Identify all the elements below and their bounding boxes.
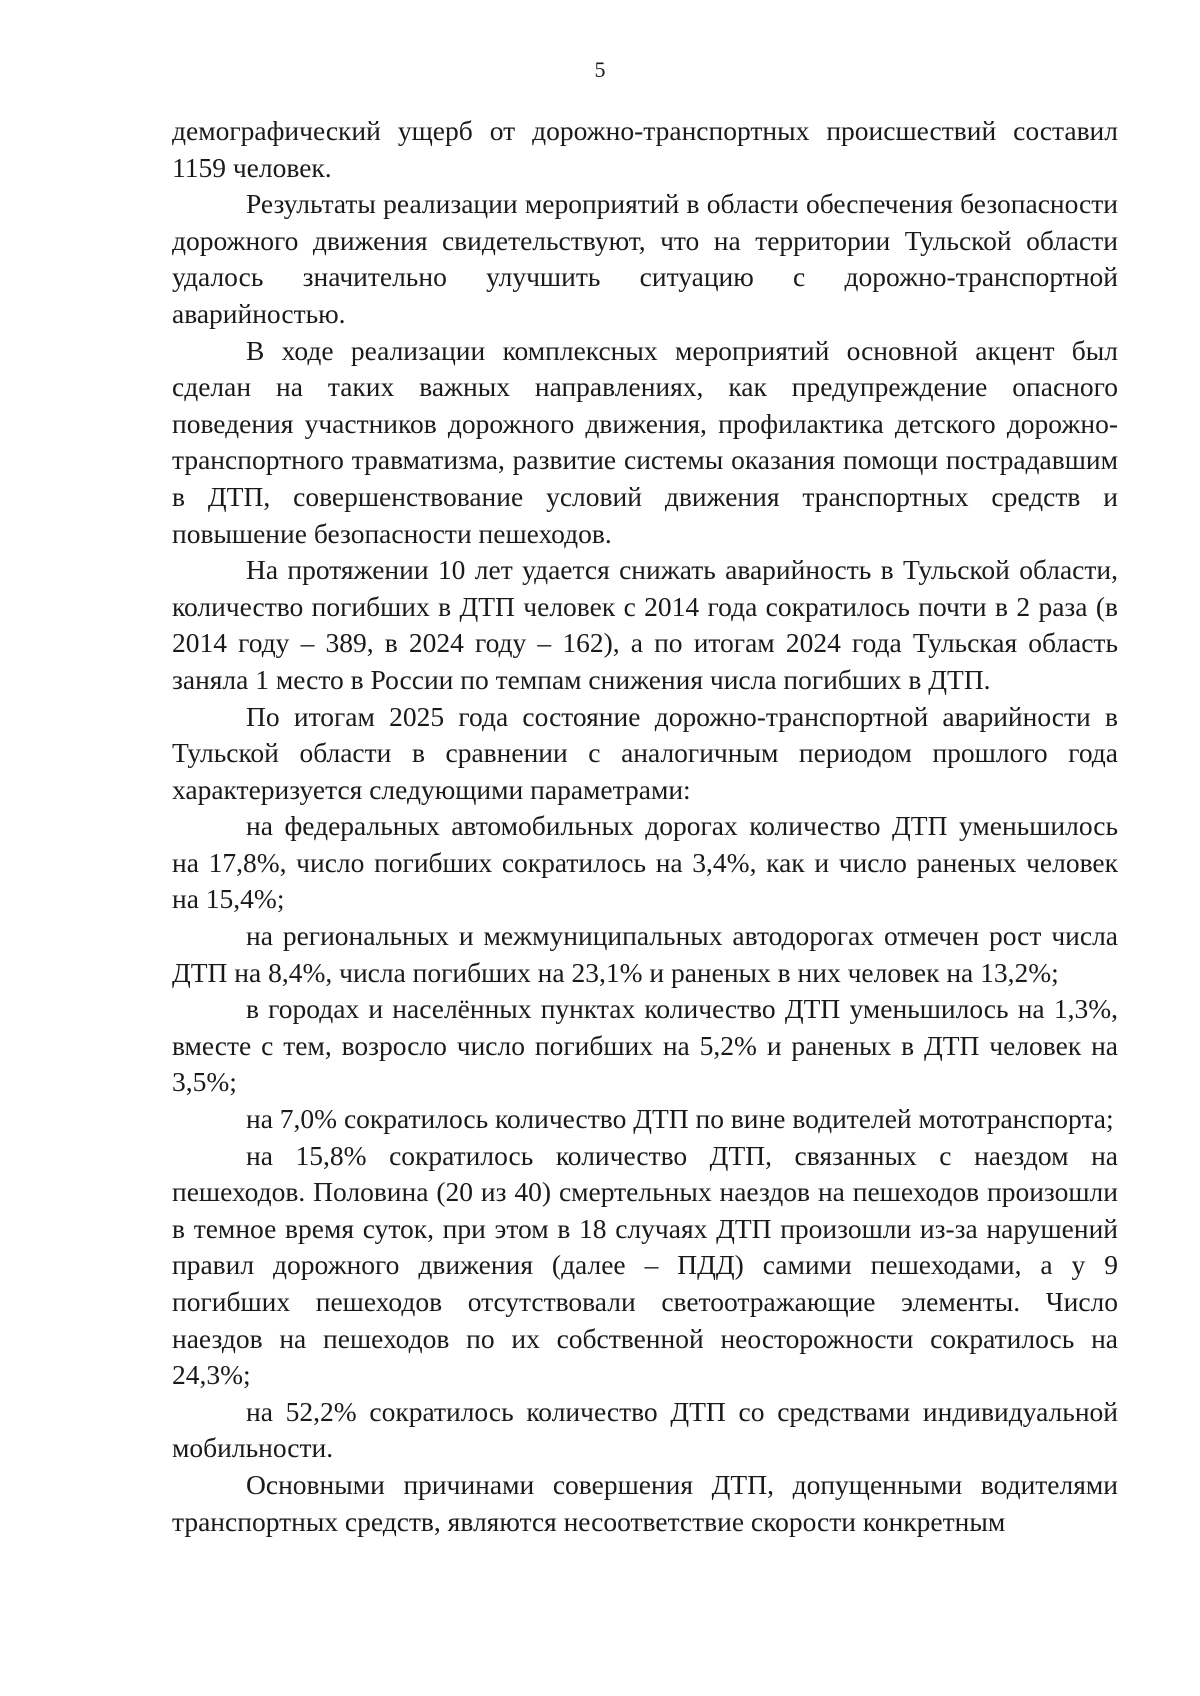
paragraph-ten-years: На протяжении 10 лет удается снижать аварийность в Тульской области, количество погибших в ДТП человек с 2014 года сократилось почти в 2 раза (в 2014 году – 389, в 2024 году – 162), а по итогам 2024 года Тульская область заняла 1 место в России по темпам снижения числа погибших в ДТП. [172,554,1118,695]
paragraph-motorcycles: на 7,0% сократилось количество ДТП по вине водителей мототранспорта; [246,1103,1114,1135]
paragraph-2025-results: По итогам 2025 года состояние дорожно-транспортной аварийности в Тульской области в сравнении с аналогичным периодом прошлого года характеризуется следующими параметрами: [172,700,1118,805]
paragraph-main-causes: Основными причинами совершения ДТП, допущенными водителями транспортных средств, являются несоответствие скорости конкретным [172,1468,1118,1537]
paragraph-personal-mobility: на 52,2% сократилось количество ДТП со средствами индивидуальной мобильности. [172,1395,1118,1464]
paragraph-federal-roads: на федеральных автомобильных дорогах количество ДТП уменьшилось на 17,8%, число погибших сократилось на 3,4%, как и число раненых человек на 15,4%; [172,810,1118,915]
paragraph-pedestrians: на 15,8% сократилось количество ДТП, связанных с наездом на пешеходов. Половина (20 из 40) смертельных наездов на пешеходов произошли в темное время суток, при этом в 18 случаях ДТП произошли из-за нарушений правил дорожного движения (далее – ПДД) самими пешеходами, а у 9 погибших пешеходов отсутствовали светоотражающие элементы. Число наездов на пешеходов по их собственной неосторожности сократилось на 24,3%; [172,1139,1118,1391]
document-body [172,113,1118,1540]
page-number: 5 [594,57,606,82]
paragraph-demographic-damage: демографический ущерб от дорожно-транспортных происшествий составил 1159 человек. [172,115,1118,183]
paragraph-cities: в городах и населённых пунктах количество ДТП уменьшилось на 1,3%, вместе с тем, возросло число погибших на 5,2% и раненых в ДТП человек на 3,5%; [172,993,1118,1098]
paragraph-regional-roads: на региональных и межмуниципальных автодорогах отмечен рост числа ДТП на 8,4%, числа погибших на 23,1% и раненых в них человек на 13,2%; [172,920,1118,988]
paragraph-results: Результаты реализации мероприятий в области обеспечения безопасности дорожного движения свидетельствуют, что на территории Тульской области удалось значительно улучшить ситуацию с дорожно-транспортной аварийностью. [172,188,1118,329]
paragraph-main-focus: В ходе реализации комплексных мероприятий основной акцент был сделан на таких важных направлениях, как предупреждение опасного поведения участников дорожного движения, профилактика детского дорожно-транспортного травматизма, развитие системы оказания помощи пострадавшим в ДТП, совершенствование условий движения транспортных средств и повышение безопасности пешеходов. [172,334,1118,549]
